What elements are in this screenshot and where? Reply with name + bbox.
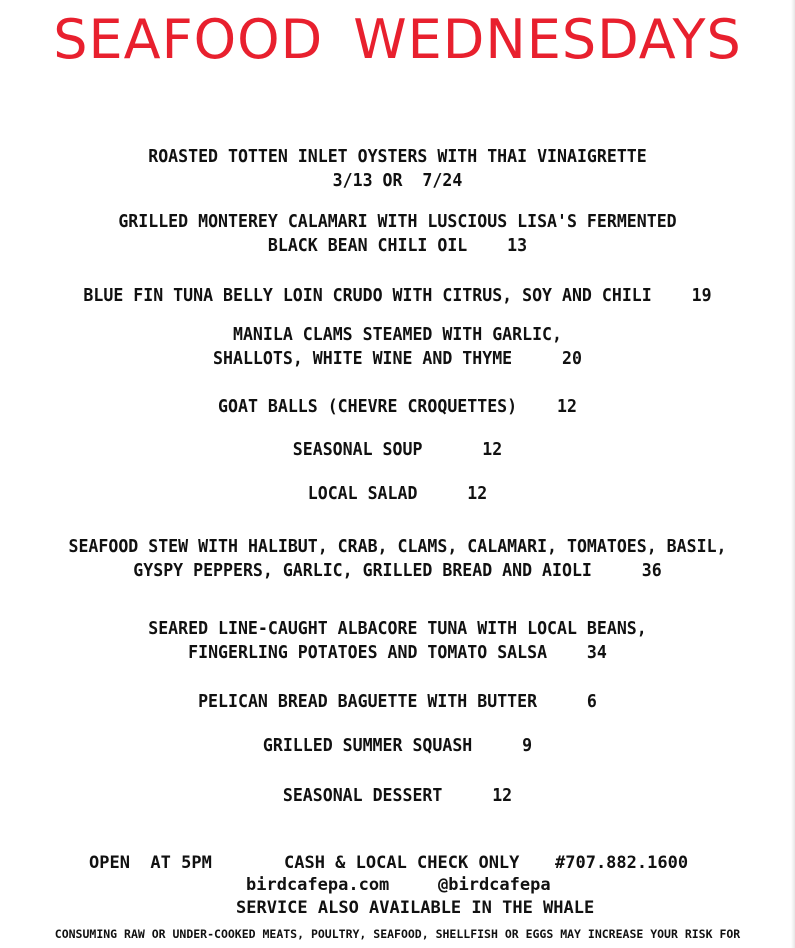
service-note: SERVICE ALSO AVAILABLE IN THE WHALE bbox=[236, 898, 595, 918]
phone-number: #707.882.1600 bbox=[555, 853, 689, 873]
menu-item-baguette: PELICAN BREAD BAGUETTE WITH BUTTER 6 bbox=[198, 691, 597, 712]
menu-item-albacore-tuna: SEARED LINE-CAUGHT ALBACORE TUNA WITH LOCAL BEANS, FINGERLING POTATOES AND TOMATO SALSA 34 bbox=[148, 618, 647, 663]
menu-item-manila-clams: MANILA CLAMS STEAMED WITH GARLIC, SHALLOTS, WHITE WINE AND THYME 20 bbox=[213, 324, 582, 369]
menu-item-seasonal-soup: SEASONAL SOUP 12 bbox=[292, 439, 503, 460]
opening-hours: OPEN AT 5PM bbox=[89, 853, 212, 873]
menu-item-tuna-crudo: BLUE FIN TUNA BELLY LOIN CRUDO WITH CITRUS, SOY AND CHILI 19 bbox=[83, 285, 712, 306]
page-title bbox=[0, 2, 795, 78]
title-word-seafood: SEAFOOD bbox=[53, 8, 324, 71]
menu-footer bbox=[0, 850, 795, 948]
page-edge-shadow bbox=[791, 0, 795, 948]
menu-item-local-salad: LOCAL SALAD 12 bbox=[307, 483, 488, 504]
social-handle[interactable]: @birdcafepa bbox=[438, 875, 551, 895]
menu-item-goat-balls: GOAT BALLS (CHEVRE CROQUETTES) 12 bbox=[218, 396, 577, 417]
title-word-wednesdays: WEDNESDAYS bbox=[353, 8, 742, 71]
website-link[interactable]: birdcafepa.com bbox=[246, 875, 390, 895]
health-disclaimer: CONSUMING RAW OR UNDER-COOKED MEATS, POULTRY, SEAFOOD, SHELLFISH OR EGGS MAY INCREASE YOUR RISK FOR bbox=[54, 927, 741, 941]
payment-note: CASH & LOCAL CHECK ONLY bbox=[284, 853, 520, 873]
menu-item-seafood-stew: SEAFOOD STEW WITH HALIBUT, CRAB, CLAMS, CALAMARI, TOMATOES, BASIL, GYSPY PEPPERS, GARLIC, GRILLED BREAD AND AIOLI 36 bbox=[68, 536, 727, 581]
menu-item-seasonal-dessert: SEASONAL DESSERT 12 bbox=[282, 785, 513, 806]
menu-item-calamari: GRILLED MONTEREY CALAMARI WITH LUSCIOUS LISA'S FERMENTED BLACK BEAN CHILI OIL 13 bbox=[118, 211, 677, 256]
menu-item-oysters: ROASTED TOTTEN INLET OYSTERS WITH THAI VINAIGRETTE 3/13 OR 7/24 bbox=[148, 146, 647, 191]
menu-item-summer-squash: GRILLED SUMMER SQUASH 9 bbox=[262, 735, 533, 756]
